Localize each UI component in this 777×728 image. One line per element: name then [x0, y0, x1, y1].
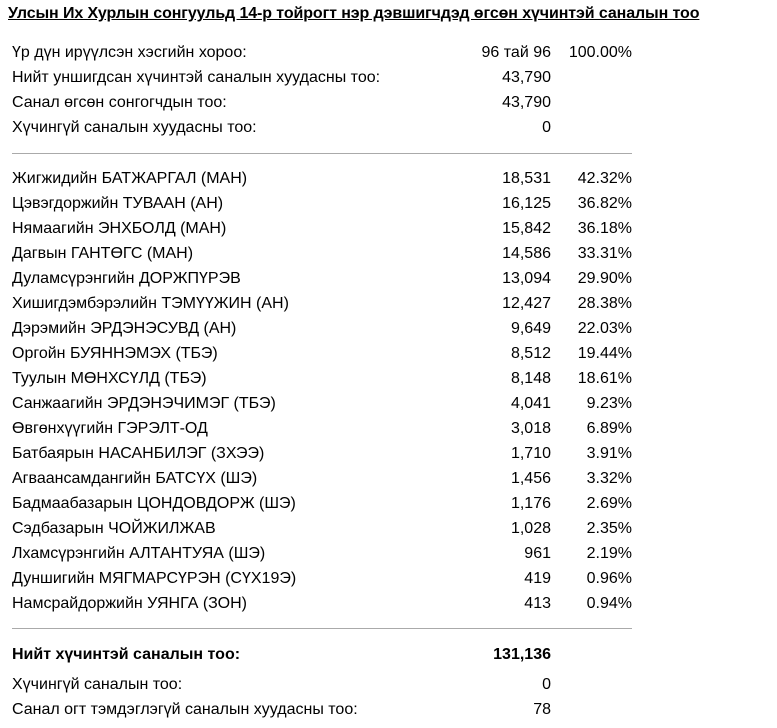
candidate-percent: 2.19% [586, 545, 632, 562]
candidate-votes: 3,018 [510, 420, 551, 437]
candidate-votes: 13,094 [502, 270, 551, 287]
summary-label: Нийт уншигдсан хүчинтэй саналын хуудасны тоо: [12, 69, 381, 86]
summary-value: 0 [542, 119, 551, 136]
candidate-percent: 19.44% [577, 345, 632, 362]
candidate-name: Батбаярын НАСАНБИЛЭГ (ЗХЭЭ) [12, 445, 265, 462]
total-valid-row [0, 642, 777, 667]
candidate-votes: 1,456 [510, 470, 551, 487]
candidate-percent: 36.18% [577, 220, 632, 237]
candidate-votes: 419 [524, 570, 551, 587]
candidate-percent: 2.69% [586, 495, 632, 512]
page-title: Улсын Их Хурлын сонгуульд 14-р тойрогт нэр дэвшигчдэд өгсөн хүчинтэй саналын тоо [8, 5, 700, 22]
candidate-percent: 0.94% [586, 595, 632, 612]
summary-row-voters [0, 90, 777, 115]
candidate-votes: 8,512 [510, 345, 551, 362]
candidate-row [0, 266, 777, 291]
candidate-row [0, 341, 777, 366]
candidate-row [0, 291, 777, 316]
summary-row-invalid-ballots [0, 115, 777, 140]
candidate-name: Сэдбазарын ЧОЙЖИЛЖАВ [12, 520, 216, 537]
total-invalid-value: 0 [542, 676, 551, 693]
candidate-row [0, 416, 777, 441]
candidate-percent: 36.82% [577, 195, 632, 212]
candidate-votes: 8,148 [510, 370, 551, 387]
candidate-percent: 3.91% [586, 445, 632, 462]
candidate-name: Дагвын ГАНТӨГС (МАН) [12, 245, 194, 262]
candidate-percent: 22.03% [577, 320, 632, 337]
candidate-votes: 9,649 [510, 320, 551, 337]
candidate-percent: 9.23% [586, 395, 632, 412]
candidate-percent: 0.96% [586, 570, 632, 587]
summary-row-committees [0, 40, 777, 65]
candidate-name: Жигжидийн БАТЖАРГАЛ (МАН) [12, 170, 248, 187]
candidate-row [0, 366, 777, 391]
total-invalid-row [0, 672, 777, 697]
summary-value: 96 тай 96 [481, 44, 551, 61]
candidate-name: Бадмаабазарын ЦОНДОВДОРЖ (ШЭ) [12, 495, 296, 512]
candidate-name: Дуламсүрэнгийн ДОРЖПҮРЭВ [12, 270, 241, 287]
summary-label: Үр дүн ирүүлсэн хэсгийн хороо: [12, 44, 247, 61]
section-divider [12, 153, 632, 154]
candidate-row [0, 516, 777, 541]
candidate-name: Лхамсүрэнгийн АЛТАНТУЯА (ШЭ) [12, 545, 266, 562]
candidate-votes: 1,028 [510, 520, 551, 537]
summary-value: 43,790 [502, 69, 551, 86]
candidate-percent: 42.32% [577, 170, 632, 187]
candidate-votes: 1,176 [510, 495, 551, 512]
candidate-percent: 18.61% [577, 370, 632, 387]
candidate-percent: 33.31% [577, 245, 632, 262]
candidate-row [0, 216, 777, 241]
candidate-name: Хишигдэмбэрэлийн ТЭМҮҮЖИН (АН) [12, 295, 289, 312]
candidate-percent: 28.38% [577, 295, 632, 312]
candidate-votes: 18,531 [502, 170, 551, 187]
candidate-votes: 961 [524, 545, 551, 562]
candidate-row [0, 166, 777, 191]
total-unmarked-row [0, 697, 777, 722]
candidate-name: Дэрэмийн ЭРДЭНЭСУВД (АН) [12, 320, 237, 337]
summary-value: 43,790 [502, 94, 551, 111]
candidate-votes: 4,041 [510, 395, 551, 412]
summary-row-ballots-read [0, 65, 777, 90]
candidate-row [0, 466, 777, 491]
candidate-name: Агваансамдангийн БАТСҮХ (ШЭ) [12, 470, 258, 487]
candidate-row [0, 591, 777, 616]
total-valid-label: Нийт хүчинтэй саналын тоо: [12, 646, 241, 663]
candidate-percent: 29.90% [577, 270, 632, 287]
candidate-row [0, 566, 777, 591]
candidate-name: Туулын МӨНХСҮЛД (ТБЭ) [12, 370, 207, 387]
candidate-row [0, 441, 777, 466]
candidate-percent: 2.35% [586, 520, 632, 537]
candidate-percent: 6.89% [586, 420, 632, 437]
total-unmarked-label: Санал огт тэмдэглэгүй саналын хуудасны тоо: [12, 701, 358, 718]
candidate-name: Оргойн БУЯННЭМЭХ (ТБЭ) [12, 345, 218, 362]
candidate-name: Өвгөнхүүгийн ГЭРЭЛТ-ОД [12, 420, 208, 437]
summary-label: Санал өгсөн сонгогчдын тоо: [12, 94, 227, 111]
candidate-name: Санжаагийн ЭРДЭНЭЧИМЭГ (ТБЭ) [12, 395, 276, 412]
candidate-votes: 16,125 [502, 195, 551, 212]
total-valid-value: 131,136 [493, 646, 551, 663]
candidate-row [0, 191, 777, 216]
candidate-row [0, 541, 777, 566]
total-invalid-label: Хүчингүй саналын тоо: [12, 676, 183, 693]
candidate-name: Дуншигийн МЯГМАРСҮРЭН (СҮХ19Э) [12, 570, 297, 587]
candidate-percent: 3.32% [586, 470, 632, 487]
section-divider [12, 628, 632, 629]
candidate-row [0, 391, 777, 416]
candidate-row [0, 241, 777, 266]
candidate-row [0, 316, 777, 341]
candidate-votes: 14,586 [502, 245, 551, 262]
candidate-votes: 1,710 [510, 445, 551, 462]
summary-percent: 100.00% [568, 44, 632, 61]
total-unmarked-value: 78 [533, 701, 551, 718]
candidate-name: Цэвэгдоржийн ТУВААН (АН) [12, 195, 224, 212]
candidate-votes: 12,427 [502, 295, 551, 312]
candidate-votes: 413 [524, 595, 551, 612]
candidate-name: Нямаагийн ЭНХБОЛД (МАН) [12, 220, 227, 237]
candidate-votes: 15,842 [502, 220, 551, 237]
candidate-row [0, 491, 777, 516]
candidate-name: Намсрайдоржийн УЯНГА (ЗОН) [12, 595, 247, 612]
summary-label: Хүчингүй саналын хуудасны тоо: [12, 119, 257, 136]
